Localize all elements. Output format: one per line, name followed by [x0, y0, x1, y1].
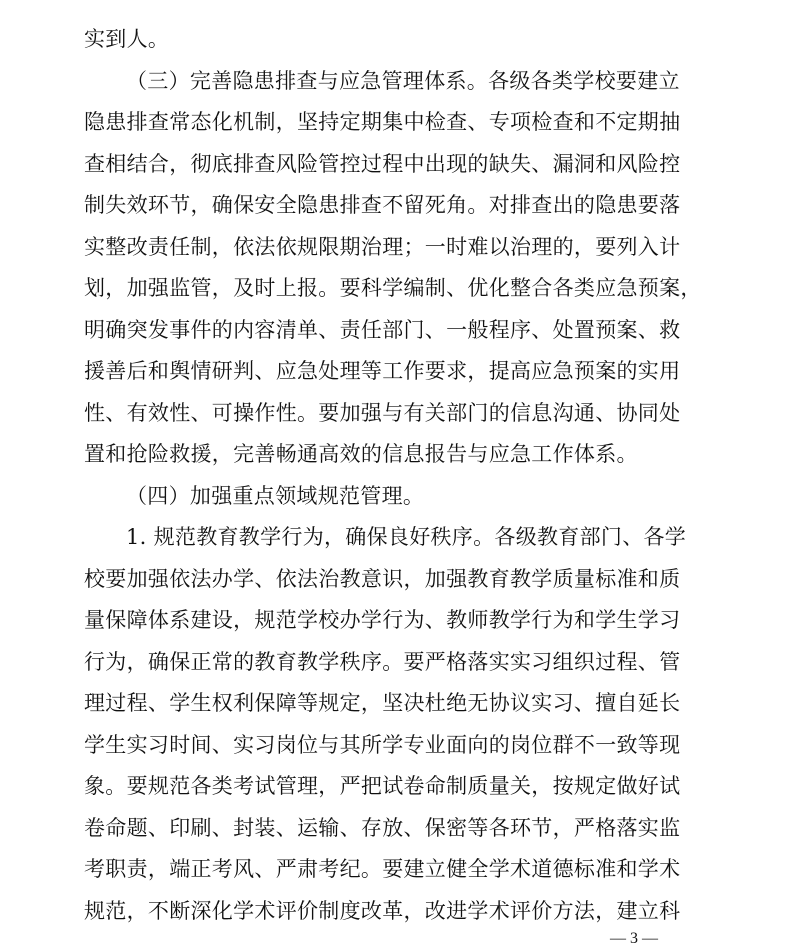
text-line: 行为，确保正常的教育教学秩序。要严格落实实习组织过程、管	[84, 649, 681, 674]
text-line: 隐患排查常态化机制，坚持定期集中检查、专项检查和不定期抽	[84, 110, 681, 134]
page-number: — 3 —	[610, 930, 658, 947]
section-heading-line: （三）完善隐患排查与应急管理体系。各级各类学校要建立	[126, 68, 680, 93]
text-line: 理过程、学生权利保障等规定，坚决杜绝无协议实习、擅自延长	[84, 691, 681, 715]
text-line: 明确突发事件的内容清单、责任部门、一般程序、处置预案、救	[84, 317, 681, 342]
text-line: 校要加强依法办学、依法治教意识，加强教育教学质量标准和质	[84, 566, 681, 591]
text-line: 象。要规范各类考试管理，严把试卷命制质量关，按规定做好试	[84, 774, 681, 798]
subsection-heading-line: 1. 规范教育教学行为，确保良好秩序。各级教育部门、各学	[126, 525, 687, 549]
text-line: 制失效环节，确保安全隐患排查不留死角。对排查出的隐患要落	[84, 193, 681, 217]
text-line: 学生实习时间、实习岗位与其所学专业面向的岗位群不一致等现	[84, 732, 681, 757]
text-line: 实整改责任制，依法依规限期治理；一时难以治理的，要列入计	[84, 234, 681, 259]
text-line: 查相结合，彻底排查风险管控过程中出现的缺失、漏洞和风险控	[84, 151, 681, 176]
section-heading-line: （四）加强重点领域规范管理。	[126, 483, 425, 508]
text-line: 置和抢险救援，完善畅通高效的信息报告与应急工作体系。	[84, 442, 638, 466]
text-line: 规范，不断深化学术评价制度改革，改进学术评价方法，建立科	[84, 898, 681, 923]
text-line: 划，加强监管，及时上报。要科学编制、优化整合各类应急预案，	[84, 276, 702, 300]
text-line: 实到人。	[84, 27, 170, 51]
text-line: 量保障体系建设，规范学校办学行为、教师教学行为和学生学习	[84, 608, 681, 632]
text-line: 考职责，端正考风、严肃考纪。要建立健全学术道德标准和学术	[84, 857, 681, 881]
text-line: 性、有效性、可操作性。要加强与有关部门的信息沟通、协同处	[84, 400, 681, 425]
text-line: 援善后和舆情研判、应急处理等工作要求，提高应急预案的实用	[84, 359, 681, 383]
text-line: 卷命题、印刷、封装、运输、存放、保密等各环节，严格落实监	[84, 815, 681, 840]
